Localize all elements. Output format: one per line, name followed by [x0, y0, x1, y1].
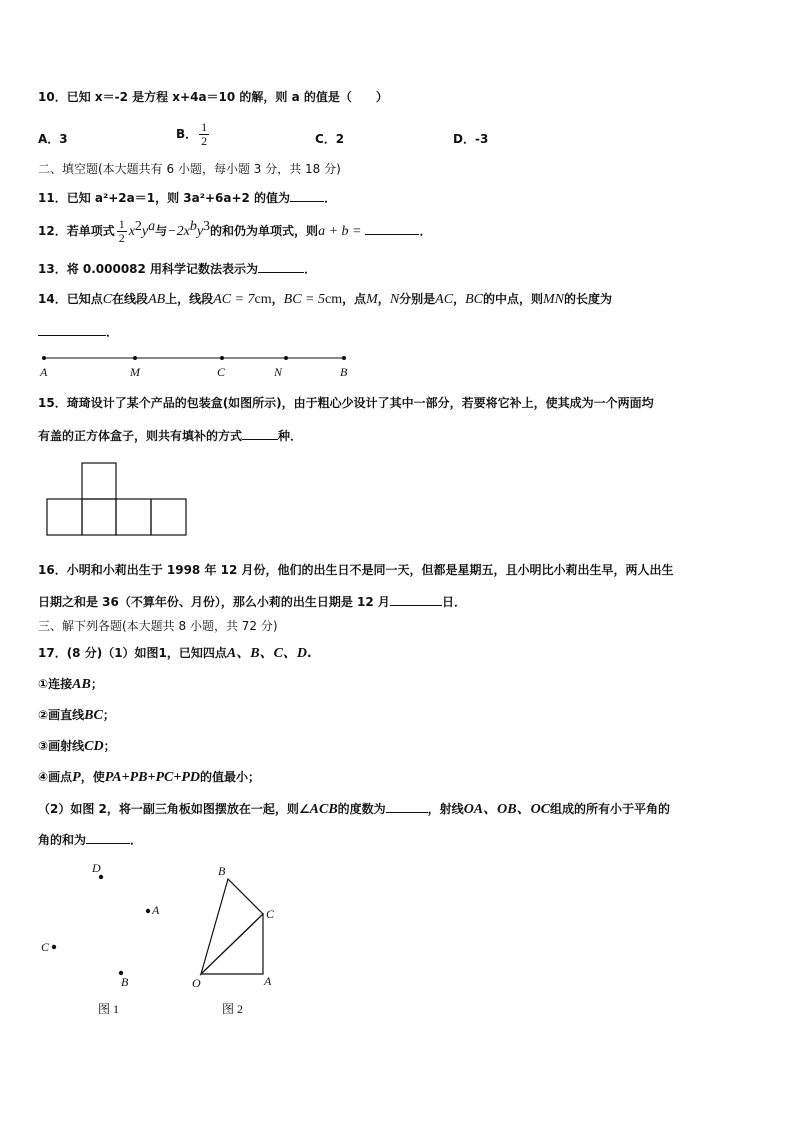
q17-line1: [38, 644, 312, 663]
fraction-numerator: 1: [201, 120, 208, 134]
q10-option-c: C．2: [315, 132, 345, 146]
label-b: B: [121, 975, 129, 989]
q17-sum-answer-blank: [86, 830, 130, 844]
q17-rays: OA、OB、OC: [463, 802, 551, 817]
q15-box-net-figure: [46, 462, 188, 538]
label-c: C: [266, 907, 275, 921]
q12-term1-x-exp: 2: [134, 219, 142, 234]
point-c-dot: [220, 356, 224, 360]
q14-number-line: [30, 348, 360, 380]
section2-heading: 二、填空题(本大题共有 6 小题，每小题 3 分，共 18 分): [38, 162, 341, 176]
q11-end: ．: [324, 191, 337, 205]
q10-stem: 10．已知 x＝-2 是方程 x+4a＝10 的解，则 a 的值是（ ）: [38, 90, 388, 104]
label-a: A: [40, 365, 48, 379]
figure2-caption: 图 2: [222, 1002, 244, 1016]
net-square: [82, 499, 116, 535]
q16-line1: 16．小明和小莉出生于 1998 年 12 月份，他们的出生日不是同一天，但都是星期五，且小明比小莉出生早，两人出生: [38, 563, 674, 577]
label-d: D: [92, 861, 101, 875]
q15-answer-blank: [242, 426, 278, 440]
q14-unit: cm: [254, 292, 272, 307]
label-o: O: [192, 976, 201, 990]
q10-option-b-prefix: B．: [176, 127, 198, 141]
q14-ac-length: AC = 7: [213, 292, 255, 307]
q17-step4: [38, 768, 260, 787]
point-c-dot: [52, 945, 56, 949]
q11-answer-blank: [290, 188, 324, 202]
q15-text: 有盖的正方体盒子，则共有填补的方式: [38, 429, 243, 443]
net-square-top: [82, 463, 116, 499]
q17-text: ②画直线: [38, 708, 85, 722]
q17-figure2: [185, 860, 295, 1025]
q17-sum-expression: PA+PB+PC+PD: [104, 770, 200, 785]
q14-bc-length: BC = 5: [283, 292, 325, 307]
q17-text: ④画点: [38, 770, 73, 784]
q13-stem: 13．将 0.000082 用科学记数法表示为: [38, 262, 259, 276]
q14-segment-ab: AB: [148, 292, 166, 307]
q14-text: 上，线段: [165, 292, 214, 306]
q12-term2-y: y: [196, 224, 204, 239]
q10-option-b: [176, 121, 211, 148]
q16-line2: [38, 592, 466, 611]
fraction-denominator: 2: [118, 231, 125, 245]
q15-end: 种．: [278, 429, 303, 443]
q17-text: （2）如图 2，将一副三角板如图摆放在一起，则∠: [38, 802, 310, 816]
triangle-obc: [201, 879, 263, 974]
q17-text: .: [307, 646, 312, 660]
label-b: B: [340, 365, 348, 379]
q12-term2-x: −2x: [167, 224, 190, 239]
q17-text: ；: [90, 677, 103, 691]
q13-answer-blank: [258, 259, 304, 273]
q17-step1: [38, 675, 103, 694]
q17-points: A、B、C、D: [226, 646, 308, 661]
q12-answer-blank: [365, 221, 419, 235]
q17-text: ，使: [80, 770, 105, 784]
fraction-numerator: 1: [118, 217, 125, 231]
q12-end: ．: [419, 224, 432, 238]
q12-term1-y: y: [141, 224, 149, 239]
figure1-caption: 图 1: [98, 1002, 120, 1016]
q17-text: ；: [103, 739, 116, 753]
q17-text: 的度数为: [337, 802, 386, 816]
q17-part2-line2: [38, 830, 142, 849]
q14-text: 14．已知点: [38, 292, 103, 306]
q15-line1: 15．琦琦设计了某个产品的包装盒(如图所示)，由于粗心少设计了其中一部分，若要将它补上，使其成为一个两面均: [38, 396, 654, 410]
q14-segment-bc: BC: [465, 292, 483, 307]
label-c: C: [217, 365, 226, 379]
q16-text: 日期之和是 36（不算年份、月份），那么小莉的出生日期是 12 月: [38, 595, 390, 609]
label-a: A: [152, 903, 160, 917]
net-square: [47, 499, 82, 535]
label-a: A: [264, 974, 272, 988]
label-m: M: [130, 365, 140, 379]
label-c: C: [41, 940, 50, 954]
q14-unit: cm: [325, 292, 343, 307]
q10-option-d: D．-3: [453, 132, 489, 146]
q17-text: 组成的所有小于平角的: [550, 802, 671, 816]
q17-part2-line1: [38, 799, 670, 819]
q12-expression: a + b =: [318, 224, 362, 239]
q14-point-n: N: [389, 292, 400, 307]
q14-line1: [38, 290, 612, 309]
q12-fraction: [117, 218, 127, 245]
q10-option-b-fraction: [199, 121, 209, 148]
q17-text: ①连接: [38, 677, 73, 691]
q17-text: 17．(8 分)（1）如图1，已知四点: [38, 646, 227, 660]
section3-heading: 三、解下列各题(本大题共 8 小题，共 72 分): [38, 619, 278, 633]
q14-point-c: C: [102, 292, 113, 307]
q14-text: 的中点，则: [482, 292, 543, 306]
point-m-dot: [133, 356, 137, 360]
q17-text: ③画射线: [38, 739, 85, 753]
q16-end: 日．: [441, 595, 466, 609]
q14-text: 在线段: [112, 292, 149, 306]
q17-text: 的值最小；: [199, 770, 260, 784]
q17-point-p: P: [72, 770, 81, 785]
q14-separator: ，: [377, 292, 390, 306]
point-d-dot: [99, 875, 103, 879]
point-a-dot: [146, 909, 150, 913]
q13-end: ．: [304, 262, 317, 276]
q14-line2: [38, 322, 118, 341]
q12-term2-x-exp: b: [189, 219, 197, 234]
q14-end: ．: [106, 325, 119, 339]
q17-ray-cd: CD: [84, 739, 104, 754]
q12-term1-x: x: [128, 224, 135, 239]
q17-segment-ab: AB: [72, 677, 91, 692]
q17-step3: [38, 737, 116, 756]
q12-term2-y-exp: 3: [203, 219, 211, 234]
q14-segment-mn: MN: [542, 292, 564, 307]
net-square: [116, 499, 151, 535]
q17-end: ．: [130, 833, 143, 847]
q15-line2: [38, 426, 302, 445]
q14-point-m: M: [366, 292, 378, 307]
q12: [38, 218, 431, 245]
label-n: N: [274, 365, 283, 379]
q11-stem: 11．已知 a²+2a＝1，则 3a²+6a+2 的值为: [38, 191, 291, 205]
q14-text: 分别是: [399, 292, 436, 306]
net-square: [151, 499, 186, 535]
label-b: B: [218, 864, 226, 878]
q17-text: ，射线: [427, 802, 464, 816]
q17-angle-answer-blank: [386, 799, 428, 813]
fraction-denominator: 2: [201, 134, 208, 148]
q16-answer-blank: [390, 592, 442, 606]
q12-term1-y-exp: a: [148, 219, 156, 234]
q17-figure1: [30, 855, 180, 1025]
q12-mid: 与: [155, 224, 168, 238]
q11: [38, 188, 336, 207]
q17-text: 角的和为: [38, 833, 87, 847]
q14-segment-ac: AC: [435, 292, 454, 307]
q14-text: 的长度为: [563, 292, 612, 306]
q17-angle-acb: ACB: [309, 802, 338, 817]
q12-text2: 的和仍为单项式，则: [210, 224, 319, 238]
q10-option-a: A．3: [38, 132, 68, 146]
q14-text: ，点: [342, 292, 367, 306]
point-n-dot: [284, 356, 288, 360]
q17-step2: [38, 706, 115, 725]
triangle-oca: [201, 914, 263, 974]
q14-separator: ，: [453, 292, 466, 306]
point-a-dot: [42, 356, 46, 360]
q12-prefix: 12．若单项式: [38, 224, 115, 238]
q14-answer-blank: [38, 322, 106, 336]
point-b-dot: [342, 356, 346, 360]
q13: [38, 259, 316, 278]
q17-line-bc: BC: [84, 708, 103, 723]
q14-separator: ，: [271, 292, 284, 306]
q17-text: ；: [102, 708, 115, 722]
